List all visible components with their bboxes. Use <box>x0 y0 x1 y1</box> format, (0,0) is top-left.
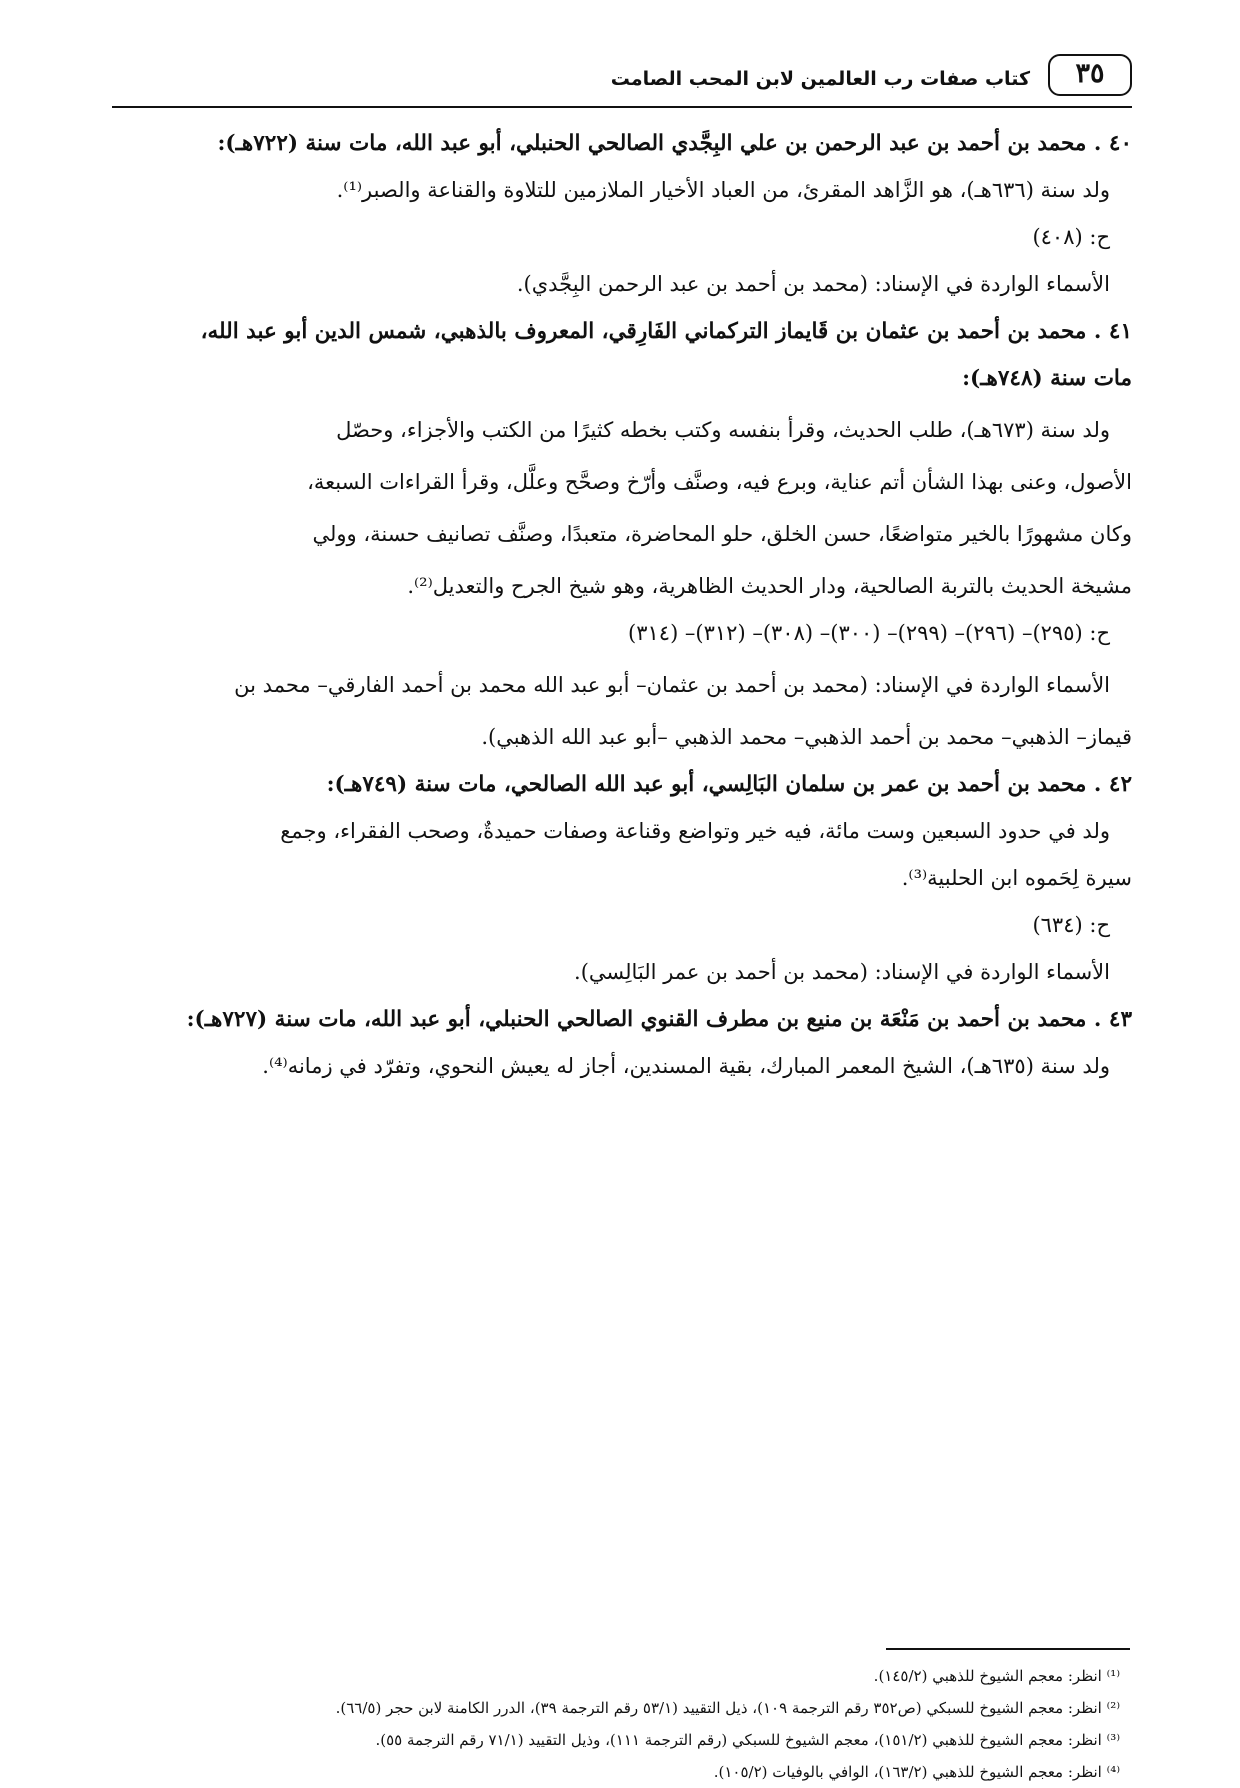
paragraph-line: وكان مشهورًا بالخير متواضعًا، حسن الخلق، حلو المحاضرة، متعبدًا، وصنَّف تصانيف حسنة، وولي <box>312 522 1132 546</box>
paragraph-line: الأصول، وعنى بهذا الشأن أتم عناية، وبرع فيه، وصنَّف وأرّخ وصحَّح وعلَّل، وقرأ القراءات السبعة، <box>307 470 1132 494</box>
footnote-4: ⁽⁴⁾ انظر: معجم الشيوخ للذهبي (١٦٣/٢)، الوافي بالوفيات (١٠٥/٢). <box>713 1763 1120 1781</box>
entry-heading-40: ٤٠ . محمد بن أحمد بن عبد الرحمن بن علي البِجَّدي الصالحي الحنبلي، أبو عبد الله، مات سنة (٧٢٢هـ): <box>217 131 1132 156</box>
paragraph-line: ولد سنة (٦٣٦هـ)، هو الزَّاهد المقرئ، من العباد الأخيار الملازمين للتلاوة والقناعة والصبر⁽¹⁾. <box>336 178 1110 202</box>
entry-heading-41: ٤١ . محمد بن أحمد بن عثمان بن قَايماز التركماني الفَارِقي، المعروف بالذهبي، شمس الدين أبو عبد الله، <box>200 319 1132 344</box>
paragraph-line: ولد في حدود السبعين وست مائة، فيه خير وتواضع وقناعة وصفات حميدةٌ، وصحب الفقراء، وجمع <box>280 819 1110 843</box>
paragraph-line: سيرة لِحَموه ابن الحلبية⁽³⁾. <box>901 866 1132 890</box>
footnotes <box>112 1660 1120 1788</box>
running-title: كتاب صفات رب العالمين لابن المحب الصامت <box>610 68 1030 90</box>
page-header <box>112 54 1132 98</box>
isnad-names: الأسماء الواردة في الإسناد: (محمد بن أحمد بن عثمان– أبو عبد الله محمد بن أحمد الفارقي– محمد بن <box>234 673 1110 697</box>
footnote-1: ⁽¹⁾ انظر: معجم الشيوخ للذهبي (١٤٥/٢). <box>873 1667 1120 1685</box>
main-text <box>112 120 1132 1090</box>
isnad-names-cont: قيماز– الذهبي– محمد بن أحمد الذهبي– محمد الذهبي –أبو عبد الله الذهبي). <box>481 725 1132 749</box>
hadith-ref: ح: (٤٠٨) <box>1032 225 1110 249</box>
hadith-ref: ح: (٢٩٥)– (٢٩٦)– (٢٩٩)– (٣٠٠)– (٣٠٨)– (٣١٢)– (٣١٤) <box>628 621 1110 645</box>
page-number: ٣٥ <box>1048 54 1132 96</box>
entry-heading-43: ٤٣ . محمد بن أحمد بن مَنْعَة بن منيع بن مطرف القنوي الصالحي الحنبلي، أبو عبد الله، مات سنة (٧٢٧هـ): <box>186 1007 1132 1032</box>
paragraph-line: ولد سنة (٦٧٣هـ)، طلب الحديث، وقرأ بنفسه وكتب بخطه كثيرًا من الكتب والأجزاء، وحصّل <box>336 418 1110 442</box>
footnote-2: ⁽²⁾ انظر: معجم الشيوخ للسبكي (ص٣٥٢ رقم الترجمة ١٠٩)، ذيل التقييد (٥٣/١ رقم الترجمة ٣٩)، الدرر الكامنة لابن حجر (٦٦/٥). <box>335 1699 1120 1717</box>
header-divider <box>112 106 1132 108</box>
hadith-ref: ح: (٦٣٤) <box>1032 913 1110 937</box>
entry-heading-42: ٤٢ . محمد بن أحمد بن عمر بن سلمان البَالِسي، أبو عبد الله الصالحي، مات سنة (٧٤٩هـ): <box>326 772 1132 797</box>
footnote-3: ⁽³⁾ انظر: معجم الشيوخ للذهبي (١٥١/٢)، معجم الشيوخ للسبكي (رقم الترجمة ١١١)، وذيل التقييد (٧١/١ رقم الترجمة ٥٥). <box>375 1731 1120 1749</box>
footnote-divider <box>886 1648 1130 1650</box>
paragraph-line: مشيخة الحديث بالتربة الصالحية، ودار الحديث الظاهرية، وهو شيخ الجرح والتعديل⁽²⁾. <box>407 574 1132 598</box>
isnad-names: الأسماء الواردة في الإسناد: (محمد بن أحمد بن عمر البَالِسي). <box>574 960 1110 984</box>
paragraph-line: ولد سنة (٦٣٥هـ)، الشيخ المعمر المبارك، بقية المسندين، أجاز له يعيش النحوي، وتفرّد في زمانه⁽⁴⁾. <box>262 1054 1110 1078</box>
isnad-names: الأسماء الواردة في الإسناد: (محمد بن أحمد بن عبد الرحمن البِجَّدي). <box>516 272 1110 296</box>
entry-heading-41-cont: مات سنة (٧٤٨هـ): <box>962 366 1132 391</box>
